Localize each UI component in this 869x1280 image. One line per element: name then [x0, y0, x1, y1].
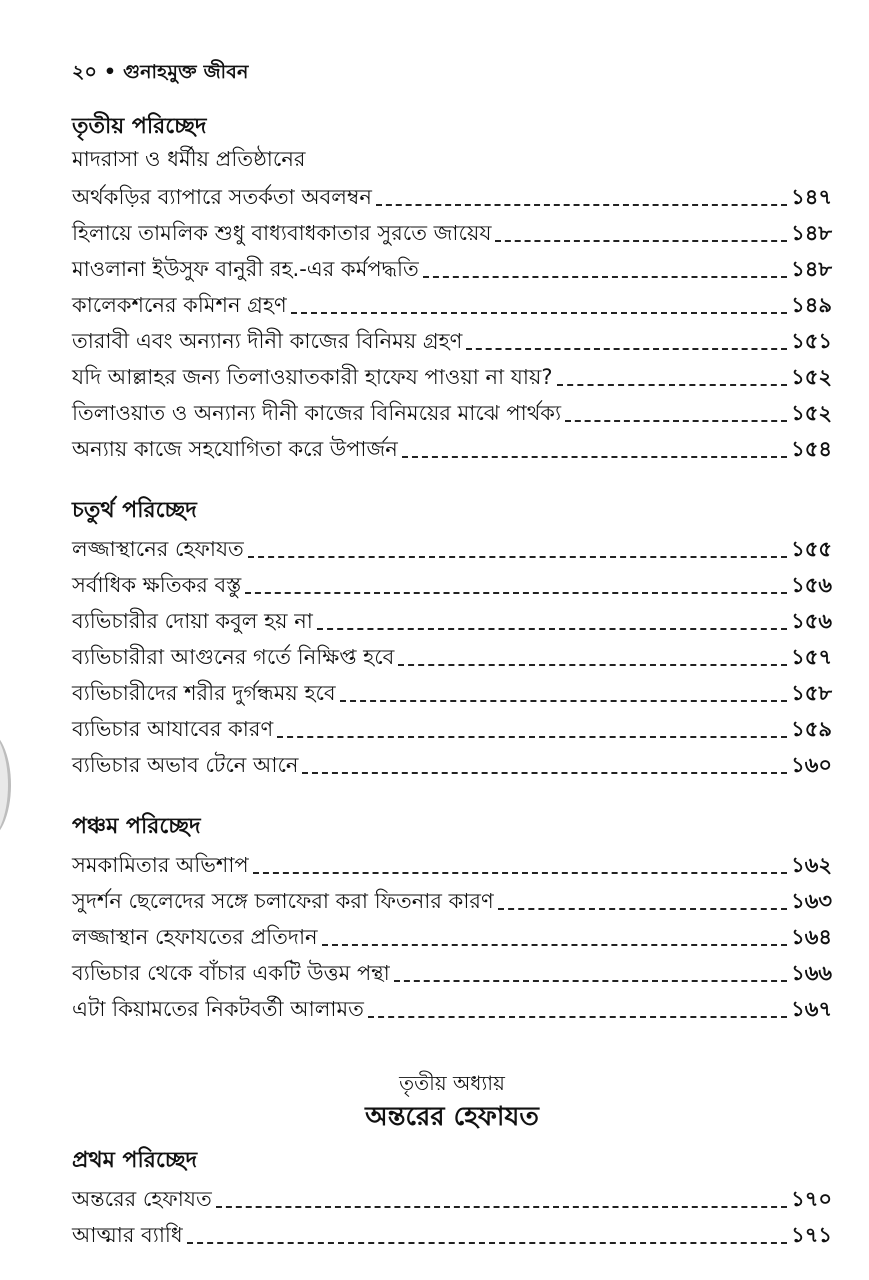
entry-page: ১৬৩ [791, 889, 832, 913]
entry-page: ১৫২ [791, 365, 832, 389]
dot-leader [253, 872, 787, 874]
entry-title: ব্যভিচার থেকে বাঁচার একটি উত্তম পন্থা [72, 961, 390, 985]
toc-entry[interactable] [72, 356, 832, 392]
entry-title: ব্যভিচার অভাব টেনে আনে [72, 753, 299, 777]
entry-page: ১৭০ [791, 1187, 832, 1211]
toc-entry[interactable] [72, 844, 832, 880]
entry-page: ১৪৮ [791, 257, 832, 281]
dot-leader [291, 312, 787, 314]
dot-leader [317, 628, 787, 630]
entry-page: ১৭১ [791, 1223, 832, 1247]
entry-title: এটা কিয়ামতের নিকটবর্তী আলামত [72, 997, 364, 1021]
chapter-title: অন্তরের হেফাযত [365, 1102, 539, 1132]
page-edge-shadow [0, 730, 11, 840]
entry-title: সমকামিতার অভিশাপ [72, 853, 249, 877]
entry-page: ১৪৭ [791, 185, 832, 209]
section-third-chapter [72, 110, 832, 464]
dot-leader [402, 456, 787, 458]
section-heading: তৃতীয় পরিচ্ছেদ [72, 114, 207, 139]
section-first-chapter [72, 1144, 832, 1250]
toc-entry[interactable] [72, 528, 832, 564]
dot-leader [245, 592, 787, 594]
entry-page: ১৫১ [791, 329, 832, 353]
toc-entry[interactable] [72, 600, 832, 636]
toc-page [72, 58, 832, 1280]
entry-page: ১৪৯ [791, 293, 832, 317]
entry-page: ১৫৬ [791, 609, 832, 633]
entry-page: ১৫৬ [791, 573, 832, 597]
toc-entry[interactable] [72, 392, 832, 428]
entry-title: কালেকশনের কমিশন গ্রহণ [72, 293, 287, 317]
dot-leader [495, 240, 787, 242]
toc-entry[interactable] [72, 176, 832, 212]
entry-page: ১৫৪ [791, 437, 832, 461]
entry-title: মাওলানা ইউসুফ বানুরী রহ.-এর কর্মপদ্ধতি [72, 257, 419, 281]
toc-entry[interactable] [72, 708, 832, 744]
toc-entry[interactable] [72, 212, 832, 248]
toc-entry[interactable] [72, 880, 832, 916]
toc-entry[interactable] [72, 564, 832, 600]
dot-leader [398, 664, 787, 666]
entry-title: ব্যভিচারীর দোয়া কবুল হয় না [72, 609, 313, 633]
entry-page: ১৪৮ [791, 221, 832, 245]
section-fifth-chapter [72, 810, 832, 1024]
section-heading: প্রথম পরিচ্ছেদ [72, 1148, 198, 1173]
entry-title: লজ্জাস্থান হেফাযতের প্রতিদান [72, 925, 318, 949]
dot-leader [498, 908, 787, 910]
toc-entry[interactable] [72, 952, 832, 988]
toc-entry[interactable] [72, 1178, 832, 1214]
dot-leader [302, 772, 787, 774]
entry-title: ব্যভিচারীরা আগুনের গর্তে নিক্ষিপ্ত হবে [72, 645, 395, 669]
section-heading: চতুর্থ পরিচ্ছেদ [72, 498, 197, 523]
entry-title: সুদর্শন ছেলেদের সঙ্গে চলাফেরা করা ফিতনার কারণ [72, 889, 494, 913]
entry-page: ১৫৫ [791, 537, 832, 561]
dot-leader [248, 556, 787, 558]
entry-title: যদি আল্লাহর জন্য তিলাওয়াতকারী হাফেয পাওয়া না যায়? [72, 365, 553, 389]
section-fourth-chapter [72, 494, 832, 780]
dot-leader [376, 204, 787, 206]
toc-entry[interactable] [72, 248, 832, 284]
entry-title: আত্মার ব্যাধি [72, 1223, 183, 1247]
chapter-label: তৃতীয় অধ্যায় [399, 1071, 505, 1095]
dot-leader [423, 276, 787, 278]
toc-entry[interactable] [72, 916, 832, 952]
dot-leader [277, 736, 787, 738]
entry-title: লজ্জাস্থানের হেফাযত [72, 537, 244, 561]
running-head: ২০ • গুনাহমুক্ত জীবন [72, 61, 249, 83]
entry-title: সর্বাধিক ক্ষতিকর বস্তু [72, 573, 242, 597]
entry-title: তিলাওয়াত ও অন্যান্য দীনী কাজের বিনিময়ের মাঝে পার্থক্য [72, 401, 562, 425]
toc-entry[interactable] [72, 988, 832, 1024]
toc-entry[interactable] [72, 428, 832, 464]
dot-leader [394, 980, 787, 982]
entry-title: অর্থকড়ির ব্যাপারে সতর্কতা অবলম্বন [72, 185, 372, 209]
toc-entry[interactable] [72, 1214, 832, 1250]
toc-entry[interactable] [72, 320, 832, 356]
toc-entry[interactable] [72, 672, 832, 708]
dot-leader [216, 1206, 787, 1208]
entry-page: ১৬৪ [791, 925, 832, 949]
dot-leader [340, 700, 787, 702]
entry-title: ব্যভিচার আযাবের কারণ [72, 717, 274, 741]
entry-page: ১৬৭ [791, 997, 832, 1021]
chapter-heading [72, 1068, 832, 1136]
toc-entry[interactable] [72, 744, 832, 780]
entry-title: তারাবী এবং অন্যান্য দীনী কাজের বিনিময় গ্রহণ [72, 329, 463, 353]
section-heading: পঞ্চম পরিচ্ছেদ [72, 814, 201, 839]
toc-entry[interactable] [72, 636, 832, 672]
entry-title: অন্তরের হেফাযত [72, 1187, 212, 1211]
entry-page: ১৬৬ [791, 961, 832, 985]
entry-title: অন্যায় কাজে সহযোগিতা করে উপার্জন [72, 437, 398, 461]
dot-leader [187, 1242, 787, 1244]
entry-page: ১৬২ [791, 853, 832, 877]
entry-page: ১৫৮ [791, 681, 832, 705]
entry-title: হিলায়ে তামলিক শুধু বাধ্যবাধকাতার সুরতে জায়েয [72, 221, 492, 245]
dot-leader [565, 420, 787, 422]
dot-leader [322, 944, 787, 946]
entry-title: ব্যভিচারীদের শরীর দুর্গন্ধময় হবে [72, 681, 336, 705]
dot-leader [368, 1016, 787, 1018]
entry-page: ১৫৭ [791, 645, 832, 669]
entry-page: ১৫৯ [791, 717, 832, 741]
dot-leader [466, 348, 787, 350]
entry-page: ১৫২ [791, 401, 832, 425]
dot-leader [557, 384, 788, 386]
entry-page: ১৬০ [791, 753, 832, 777]
section-intro-line: মাদরাসা ও ধর্মীয় প্রতিষ্ঠানের [72, 147, 306, 171]
toc-entry[interactable] [72, 284, 832, 320]
